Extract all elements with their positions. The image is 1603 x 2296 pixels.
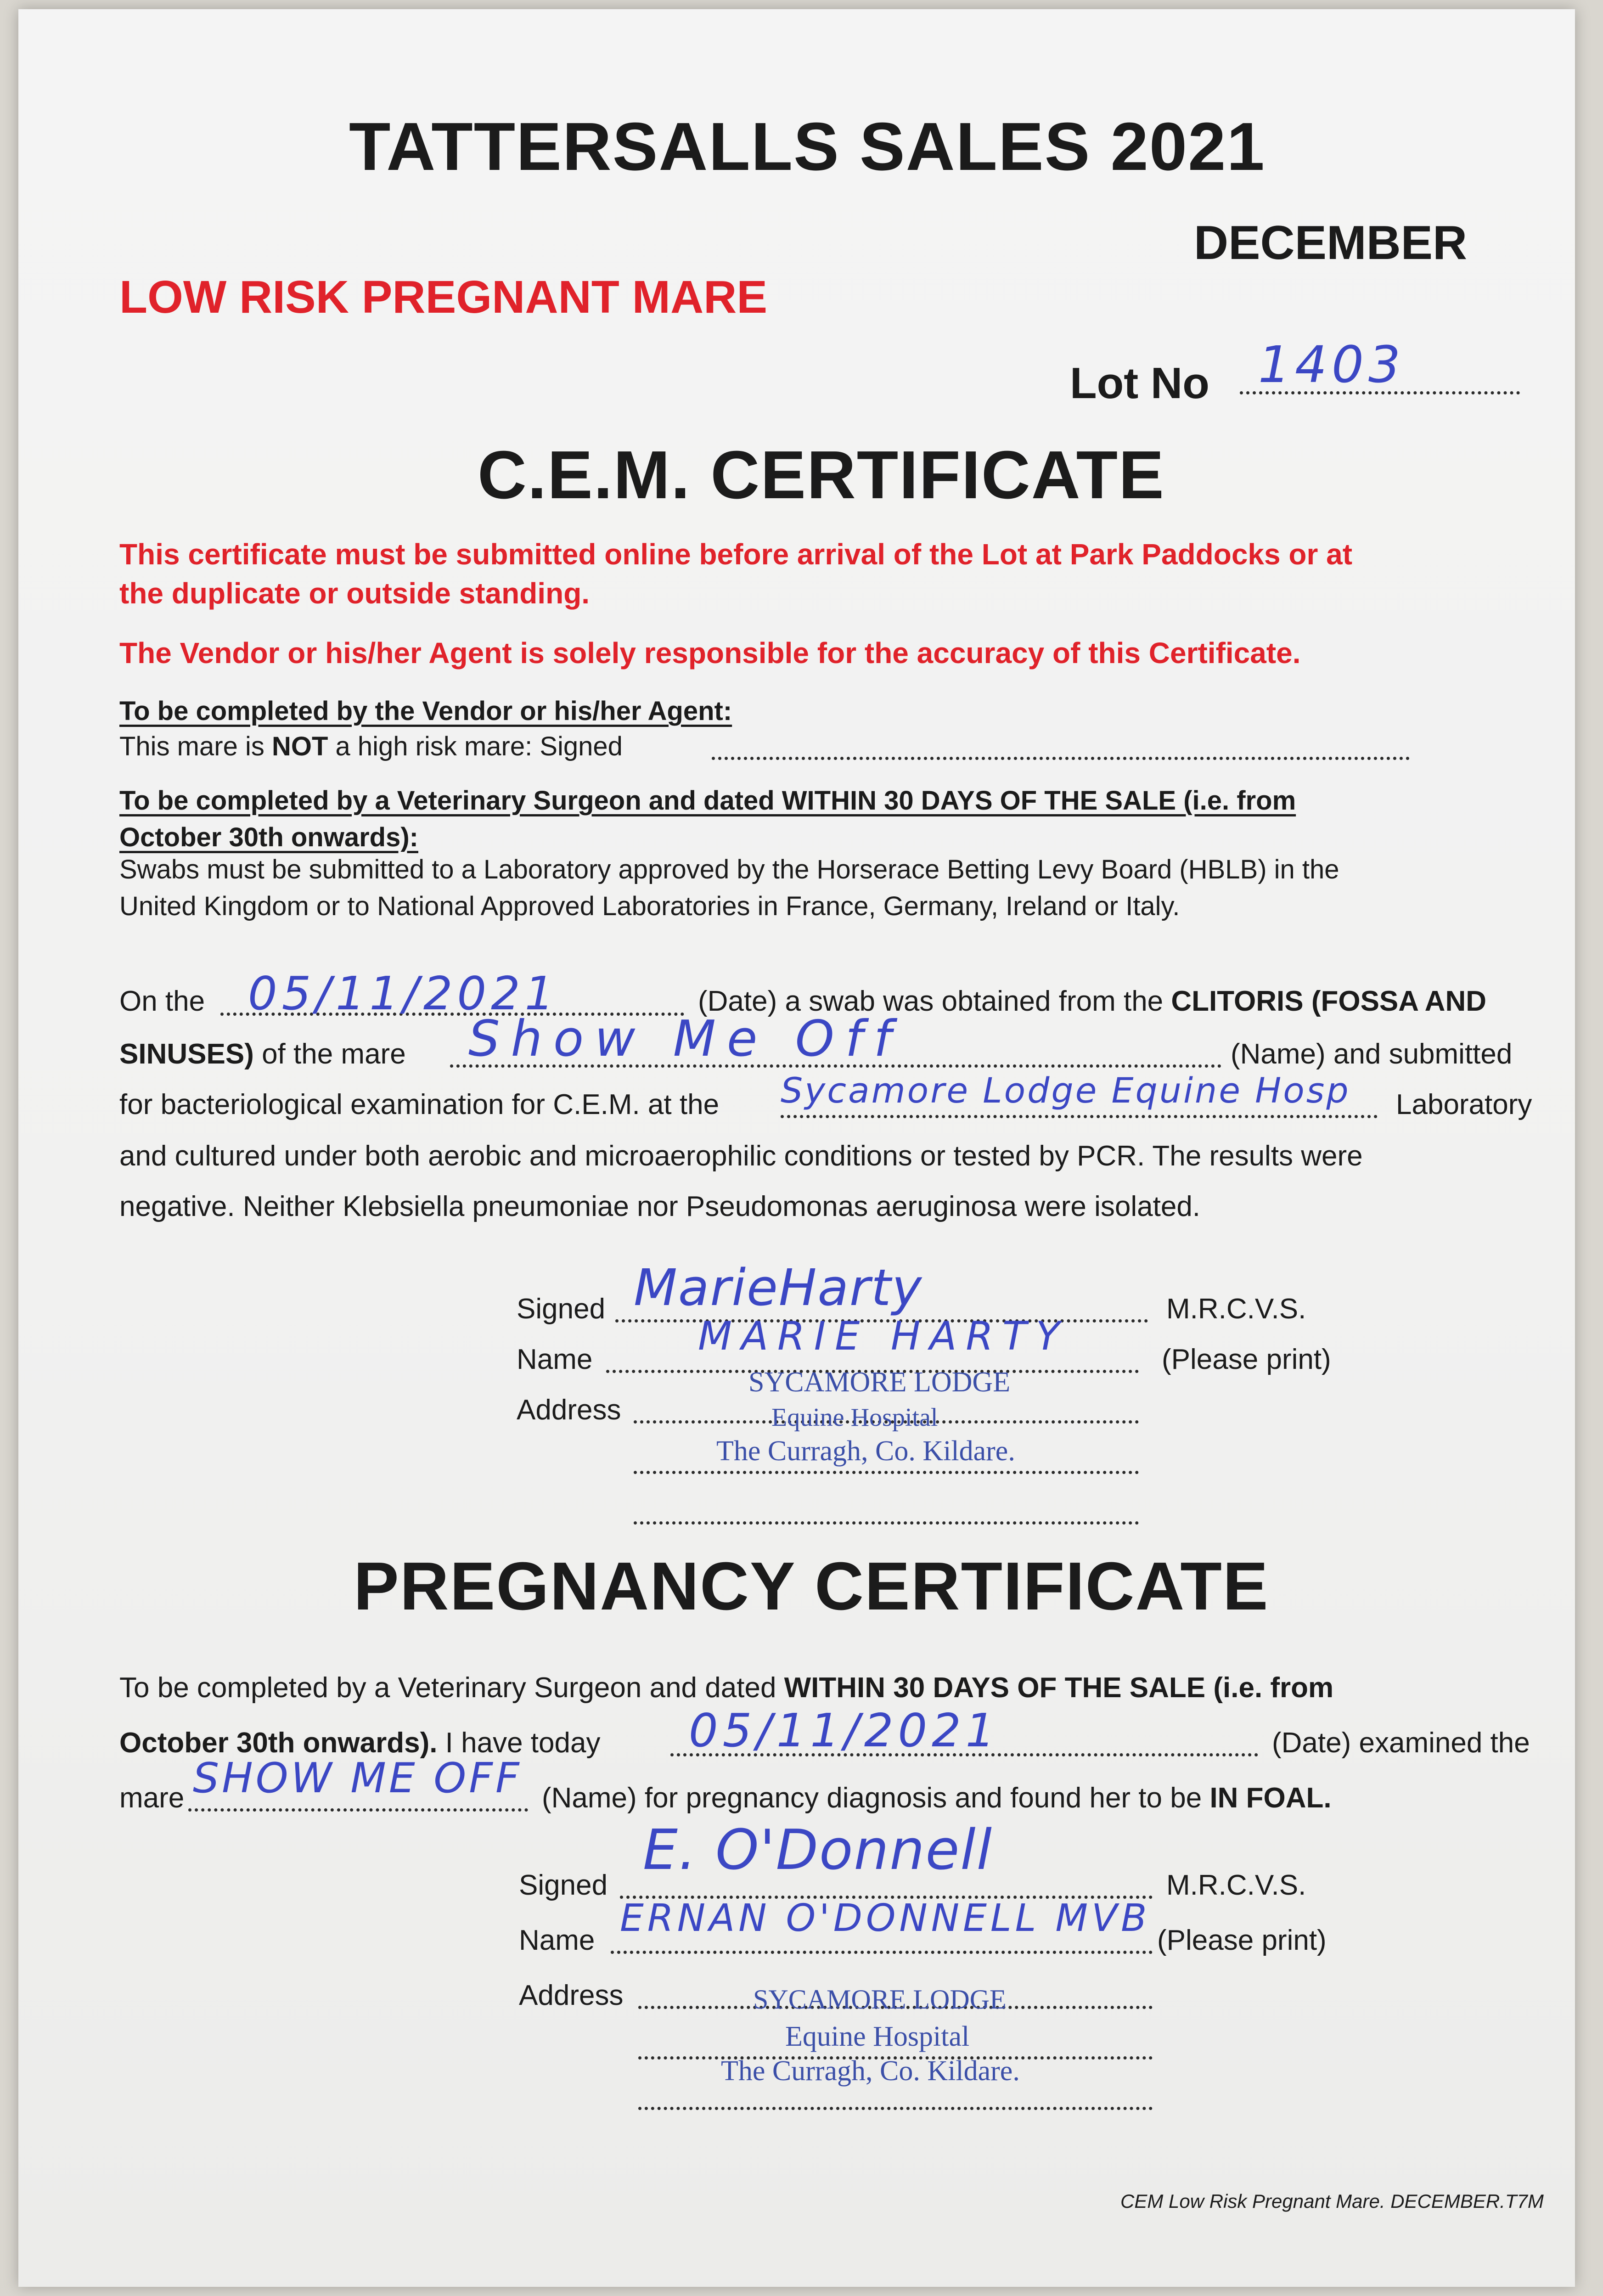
laboratory-text: Laboratory: [1396, 1089, 1532, 1120]
clitoris-text: CLITORIS (FOSSA AND: [1171, 985, 1486, 1017]
pregnancy-address-line-3: [638, 2107, 1153, 2110]
sinuses-text: [119, 1038, 406, 1070]
cultured-text: and cultured under both aerobic and microaerophilic conditions or tested by PCR. The results were: [119, 1140, 1363, 1172]
cem-please-print: (Please print): [1162, 1344, 1331, 1375]
pregnancy-line-2-bold: October 30th onwards).: [119, 1727, 438, 1759]
cem-printed-name[interactable]: MARIE HARTY: [698, 1313, 1069, 1359]
vendor-signature-line[interactable]: [712, 757, 1410, 760]
sales-title: TATTERSALLS SALES 2021: [349, 109, 1266, 185]
warning-line-2: the duplicate or outside standing.: [119, 577, 590, 610]
pregnancy-mare-line: [188, 1808, 528, 1812]
of-the-mare: of the mare: [253, 1038, 406, 1070]
on-the-label: On the: [119, 985, 205, 1017]
pregnancy-stamp-line-2: Equine Hospital: [785, 2021, 970, 2052]
cem-signed-label: Signed: [517, 1293, 606, 1325]
pregnancy-mare-label: mare: [119, 1782, 185, 1814]
vendor-post: a high risk mare: Signed: [328, 732, 623, 761]
cem-stamp-line-2: Equine Hospital: [771, 1403, 938, 1432]
vet-heading-line-1: To be completed by a Veterinary Surgeon and dated WITHIN 30 DAYS OF THE SALE (i.e. from: [119, 786, 1296, 816]
cem-address-line-2: [634, 1471, 1139, 1474]
vendor-pre: This mare is: [119, 732, 272, 761]
diagnosis-text: (Name) for pregnancy diagnosis and found her to be: [542, 1782, 1210, 1814]
warning-line-1: This certificate must be submitted online before arrival of the Lot at Park Paddocks or at: [119, 538, 1353, 571]
pregnancy-signed-label: Signed: [519, 1869, 608, 1901]
in-foal-text: IN FOAL.: [1209, 1782, 1332, 1814]
cem-title: C.E.M. CERTIFICATE: [478, 437, 1165, 513]
vet-heading-line-2: October 30th onwards):: [119, 822, 418, 852]
cem-signature[interactable]: MarieHarty: [634, 1258, 923, 1317]
pregnancy-mrcvs: M.R.C.V.S.: [1166, 1869, 1306, 1901]
cem-address-label: Address: [517, 1394, 621, 1426]
form-code: CEM Low Risk Pregnant Mare. DECEMBER.T7M: [1120, 2190, 1544, 2212]
lot-label: Lot No: [1070, 359, 1209, 408]
vendor-statement: [119, 731, 623, 762]
pregnancy-mare-name[interactable]: SHOW ME OFF: [193, 1754, 522, 1802]
pregnancy-diagnosis-text: [542, 1782, 1332, 1814]
cem-mare-name[interactable]: Show Me Off: [468, 1010, 902, 1068]
pregnancy-title: PREGNANCY CERTIFICATE: [354, 1548, 1269, 1624]
pregnancy-line-1: [119, 1671, 1333, 1704]
swab-text: (Date) a swab was obtained from the: [698, 985, 1171, 1017]
cem-lab-line: [781, 1115, 1378, 1118]
sinuses-bold: SINUSES): [119, 1038, 254, 1070]
sale-month: DECEMBER: [1194, 216, 1468, 270]
swab-requirement-1: Swabs must be submitted to a Laboratory approved by the Horserace Betting Levy Board (HBLB) in the: [119, 855, 1339, 884]
pregnancy-stamp-line-3: The Curragh, Co. Kildare.: [721, 2055, 1020, 2087]
lot-number[interactable]: 1403: [1258, 335, 1405, 394]
pregnancy-date-examined: (Date) examined the: [1272, 1727, 1530, 1759]
cem-mrcvs: M.R.C.V.S.: [1166, 1293, 1306, 1325]
pregnancy-line-2-text: I have today: [437, 1727, 601, 1759]
pregnancy-line-1-bold: WITHIN 30 DAYS OF THE SALE (i.e. from: [784, 1672, 1334, 1704]
pregnancy-name-label: Name: [519, 1925, 595, 1956]
pregnancy-address-label: Address: [519, 1980, 624, 2011]
vendor-heading: To be completed by the Vendor or his/her Agent:: [119, 696, 732, 726]
responsibility-warning: The Vendor or his/her Agent is solely responsible for the accuracy of this Certificate.: [119, 636, 1301, 670]
pregnancy-stamp-line-1: SYCAMORE LODGE: [753, 1984, 1007, 2015]
pregnancy-date-value[interactable]: 05/11/2021: [689, 1704, 1000, 1757]
cem-stamp-line-1: SYCAMORE LODGE: [748, 1367, 1011, 1398]
bacteriological-text: for bacteriological examination for C.E.M. at the: [119, 1089, 720, 1120]
certificate-sheet: [18, 9, 1575, 2287]
cem-stamp-line-3: The Curragh, Co. Kildare.: [716, 1435, 1015, 1467]
pregnancy-signature[interactable]: E. O'Donnell: [643, 1818, 993, 1882]
swab-requirement-2: United Kingdom or to National Approved Laboratories in France, Germany, Ireland or Italy.: [119, 891, 1180, 921]
cem-lab-name[interactable]: Sycamore Lodge Equine Hosp: [781, 1070, 1350, 1111]
risk-category: LOW RISK PREGNANT MARE: [119, 271, 768, 323]
negative-result-text: negative. Neither Klebsiella pneumoniae nor Pseudomonas aeruginosa were isolated.: [119, 1191, 1201, 1222]
cem-address-line-3: [634, 1521, 1139, 1525]
pregnancy-printed-name[interactable]: ERNAN O'DONNELL MVB: [620, 1896, 1151, 1940]
pregnancy-line-1-pre: To be completed by a Veterinary Surgeon and dated: [119, 1672, 784, 1704]
pregnancy-name-line: [611, 1951, 1153, 1954]
cem-name-label: Name: [517, 1344, 593, 1375]
name-submitted-text: (Name) and submitted: [1231, 1038, 1513, 1070]
cem-date-value[interactable]: 05/11/2021: [248, 967, 559, 1020]
pregnancy-please-print: (Please print): [1157, 1925, 1327, 1956]
vendor-not: NOT: [271, 732, 328, 761]
